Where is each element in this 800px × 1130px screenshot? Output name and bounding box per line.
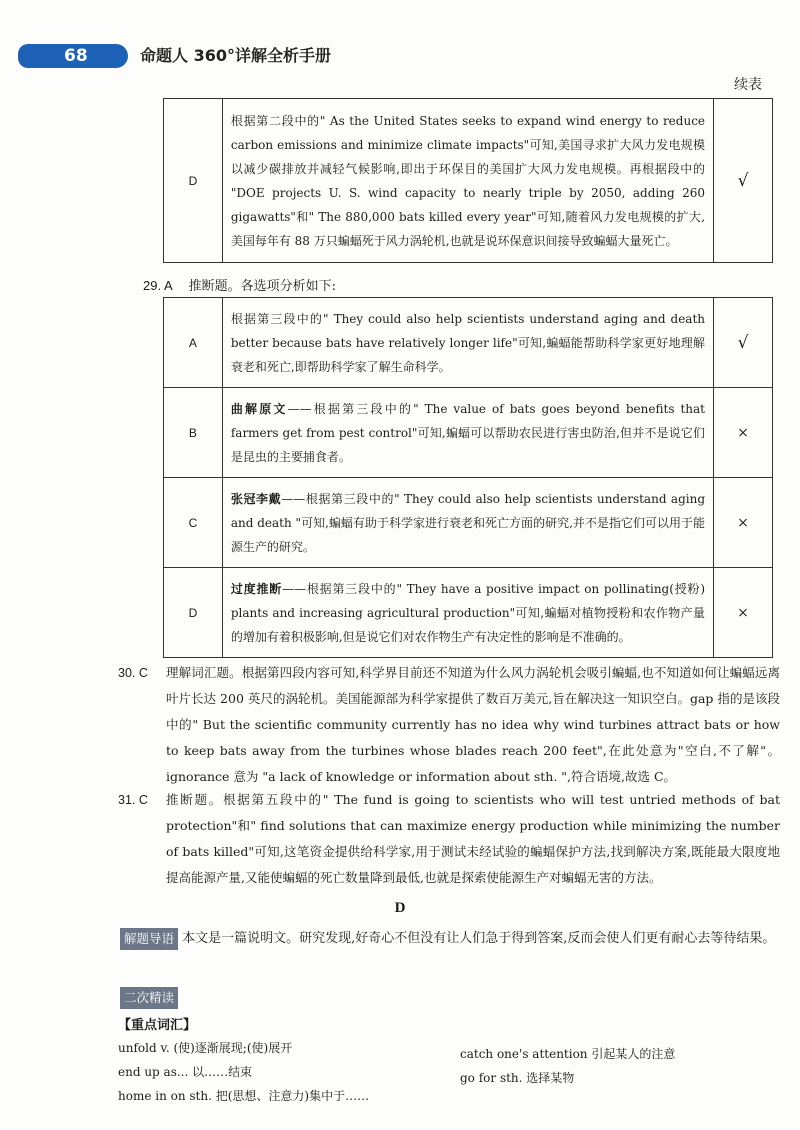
question-number: 31. C [118,793,148,807]
wrong-mark: × [714,388,773,478]
list-item: home in on sth. 把(思想、注意力)集中于…… [118,1089,370,1103]
continued-label: 续表 [734,77,762,93]
question-intro: 推断题。各选项分析如下: [188,279,337,294]
option-letter: D [164,99,223,263]
table-row [164,568,773,658]
question-30-analysis: 理解词汇题。根据第四段内容可知,科学界目前还不知道为什么风力涡轮机会吸引蝙蝠,也不知道如何让蝙蝠远离叶片长达 200 英尺的涡轮机。美国能源部为科学家提供了数百万美元,旨在解决这一知识空白。gap 指的是该段中的" But the scientific community currently has no idea why wind turbines attract bats or how to keep bats away from the turbines whose blades reach 200 feet",在此处意为"空白,不了解"。ignorance 意为 "a lack of knowledge or information about sth. ",符合语境,故选 C。 [166,665,780,784]
analysis-text: ——根据第三段中的" They have a positive impact on pollinating(授粉) plants and increasing agricultural production"可知,蝙蝠对植物授粉和农作物产量的增加有着积极影响,但是说它们对农作物生产有决定性的影响是不准确的。 [230,581,706,644]
error-type-keyword: 曲解原文 [230,401,288,416]
correct-mark: √ [714,298,773,388]
table-row [164,388,773,478]
question-29-heading [143,275,336,294]
question-30-paragraph [120,660,780,790]
vocab-list-right [460,1042,675,1090]
option-analysis [222,388,713,478]
book-title: 命题人 360°详解全析手册 [140,46,331,65]
list-item: catch one's attention 引起某人的注意 [460,1047,676,1061]
page-header [0,42,380,70]
list-item: end up as... 以……结束 [118,1065,253,1079]
option-analysis: 根据第三段中的" They could also help scientists understand aging and death better because bats have relatively longer life"可知,蝙蝠能帮助科学家更好地理解衰老和死亡,即帮助科学家了解生命科学。 [222,298,713,388]
page-number: 68 [64,46,88,66]
reread-tag: 二次精读 [120,987,178,1009]
guide-tag: 解题导语 [120,928,178,950]
table-row [164,99,773,263]
wrong-mark: × [714,568,773,658]
table-row [164,298,773,388]
guide-text: 本文是一篇说明文。研究发现,好奇心不但没有让人们急于得到答案,反而会使人们更有耐心去等待结果。 [182,931,776,946]
continued-option-table [163,98,773,263]
list-item: go for sth. 选择某物 [460,1071,575,1085]
question-31-paragraph [120,787,780,891]
option-analysis: 根据第二段中的" As the United States seeks to expand wind energy to reduce carbon emissions and minimize climate impacts"可知,美国寻求扩大风力发电规模以减少碳排放并减轻气候影响,即出于环保目的美国扩大风力发电规模。再根据段中的 "DOE projects U. S. wind capacity to nearly triple by 2050, adding 260 gigawatts"和" The 880,000 bats killed every year"可知,随着风力发电规模的扩大,美国每年有 88 万只蝙蝠死于风力涡轮机,也就是说环保意识间接导致蝙蝠大量死亡。 [222,99,713,263]
vocab-list-left [118,1036,369,1108]
option-analysis [222,478,713,568]
option-letter: B [164,388,223,478]
reread-section [120,987,178,1009]
question-29-option-table [163,297,773,658]
list-item: unfold v. (使)逐渐展现;(使)展开 [118,1041,293,1055]
wrong-mark: × [714,478,773,568]
option-letter: C [164,478,223,568]
error-type-keyword: 过度推断 [230,581,283,596]
analysis-text: ——根据第三段中的" The value of bats goes beyond benefits that farmers get from pest control"可知,蝙蝠可以帮助农民进行害虫防治,但并不是说它们是昆虫的主要捕食者。 [230,401,706,464]
option-letter: D [164,568,223,658]
analysis-text: ——根据第三段中的" They could also help scientists understand aging and death "可知,蝙蝠有助于科学家进行衰老和死亡方面的研究,并不是指它们可以用于能源生产的研究。 [230,491,706,554]
table-row [164,478,773,568]
error-type-keyword: 张冠李戴 [230,491,282,506]
option-analysis [222,568,713,658]
vocab-title: 【重点词汇】 [118,1018,197,1033]
correct-mark: √ [714,99,773,263]
question-number: 29. A [143,278,173,293]
passage-letter: D [394,900,406,916]
question-number: 30. C [118,666,148,680]
option-letter: A [164,298,223,388]
question-31-analysis: 推断题。根据第五段中的" The fund is going to scientists who will test untried methods of bat protection"和" find solutions that can maximize energy production while minimizing the number of bats killed"可知,这笔资金提供给科学家,用于测试未经试验的蝙蝠保护方法,找到解决方案,既能最大限度地提高能源产量,又能使蝙蝠的死亡数量降到最低,也就是探索使能源生产对蝙蝠无害的方法。 [166,792,780,885]
passage-guide [120,924,780,953]
